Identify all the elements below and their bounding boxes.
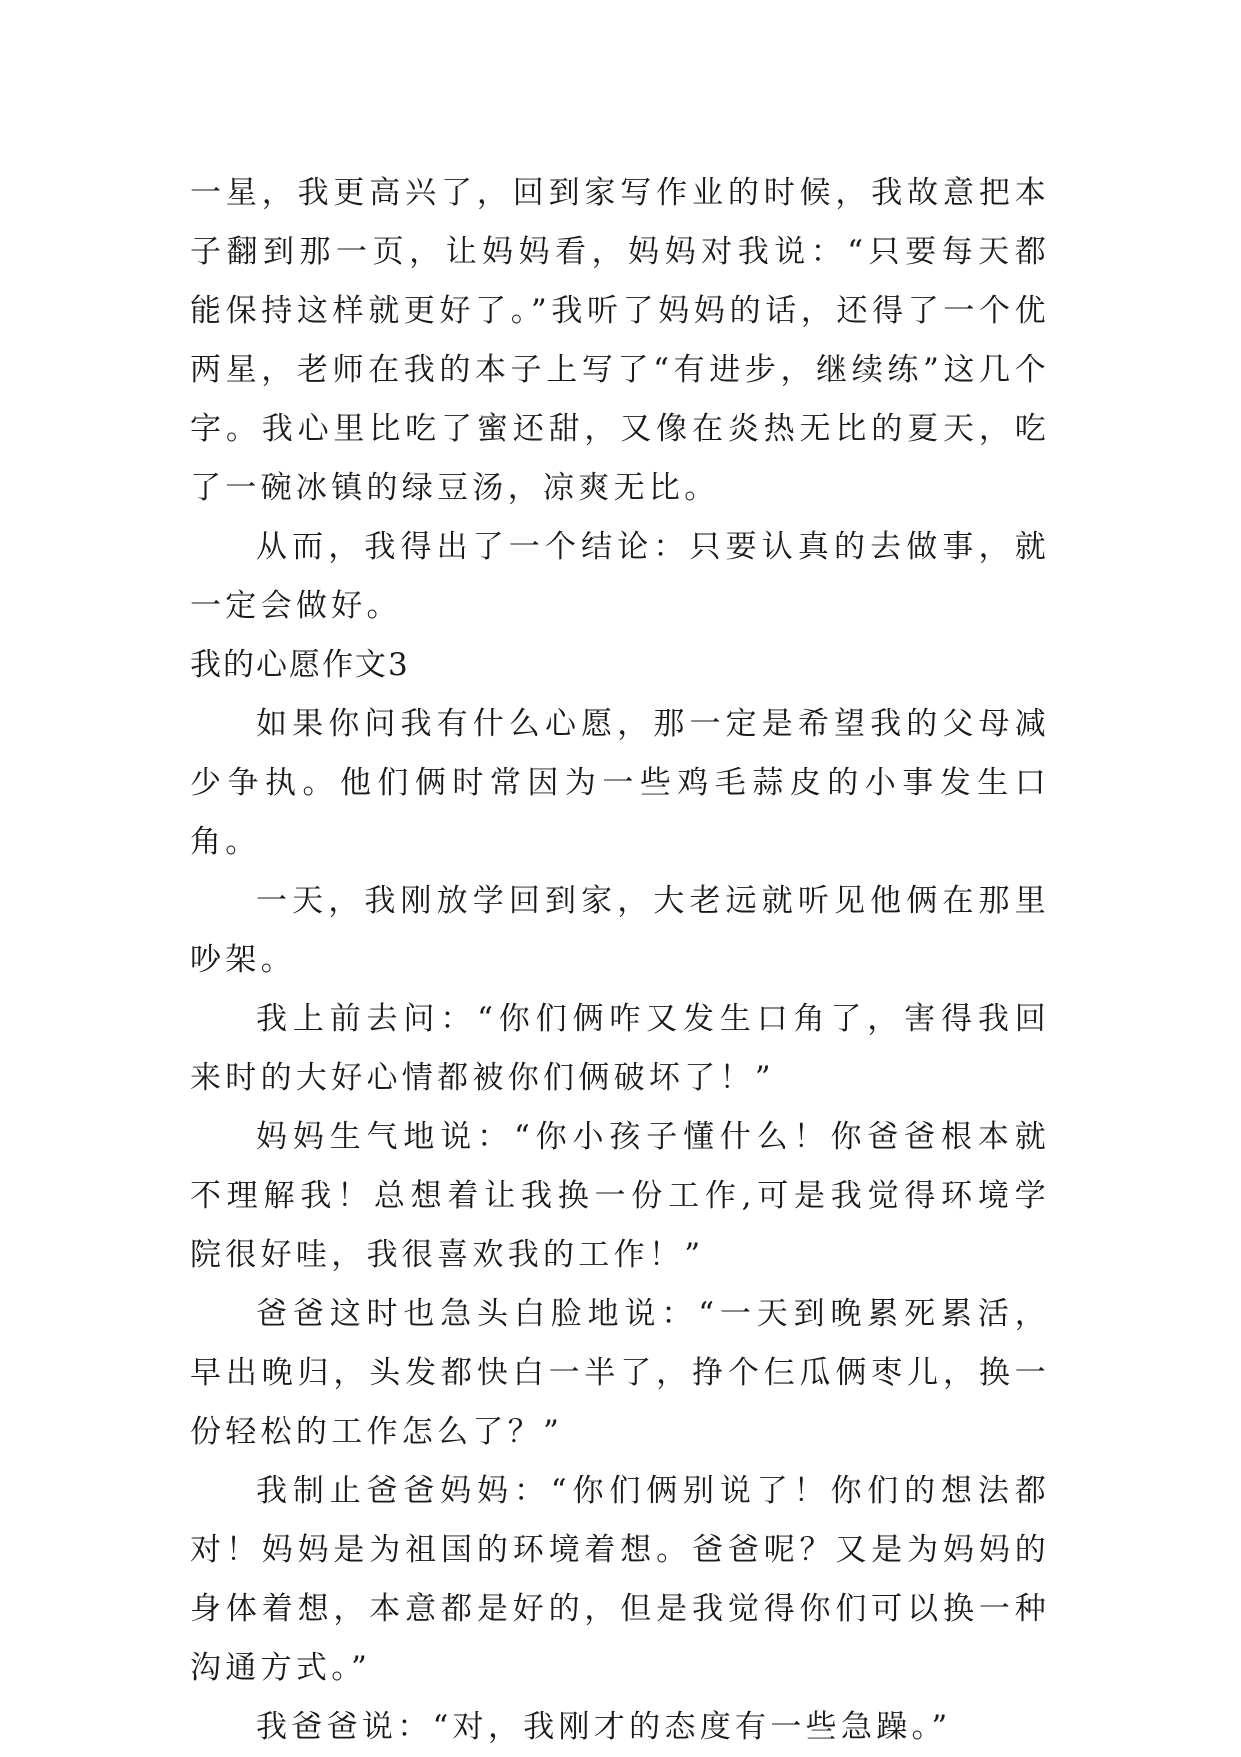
- paragraph: 爸爸这时也急头白脸地说：“一天到晚累死累活，早出晚归，头发都快白一半了，挣个仨瓜俩枣儿，换一份轻松的工作怎么了？”: [190, 1296, 1050, 1450]
- paragraph: 如果你问我有什么心愿，那一定是希望我的父母减少争执。他们俩时常因为一些鸡毛蒜皮的小事发生口角。: [190, 706, 1050, 860]
- document-body: [190, 164, 1050, 1757]
- paragraph: 我制止爸爸妈妈：“你们俩别说了！你们的想法都对！妈妈是为祖国的环境着想。爸爸呢？又是为妈妈的身体着想，本意都是好的，但是我觉得你们可以换一种沟通方式。”: [190, 1473, 1050, 1686]
- paragraph: 我上前去问：“你们俩咋又发生口角了，害得我回来时的大好心情都被你们俩破坏了！”: [190, 1001, 1050, 1096]
- paragraph: 我爸爸说：“对，我刚才的态度有一些急躁。”: [256, 1709, 952, 1745]
- paragraph: 一天，我刚放学回到家，大老远就听见他俩在那里吵架。: [190, 883, 1050, 978]
- paragraph: 从而，我得出了一个结论：只要认真的去做事，就一定会做好。: [190, 529, 1050, 624]
- section-title: 我的心愿作文3: [190, 647, 410, 683]
- paragraph: 一星，我更高兴了，回到家写作业的时候，我故意把本子翻到那一页，让妈妈看，妈妈对我说：“只要每天都能保持这样就更好了。”我听了妈妈的话，还得了一个优两星，老师在我的本子上写了“有进步，继续练”这几个字。我心里比吃了蜜还甜，又像在炎热无比的夏天，吃了一碗冰镇的绿豆汤，凉爽无比。: [190, 175, 1050, 506]
- paragraph: 妈妈生气地说：“你小孩子懂什么！你爸爸根本就不理解我！总想着让我换一份工作,可是我觉得环境学院很好哇，我很喜欢我的工作！”: [190, 1119, 1050, 1273]
